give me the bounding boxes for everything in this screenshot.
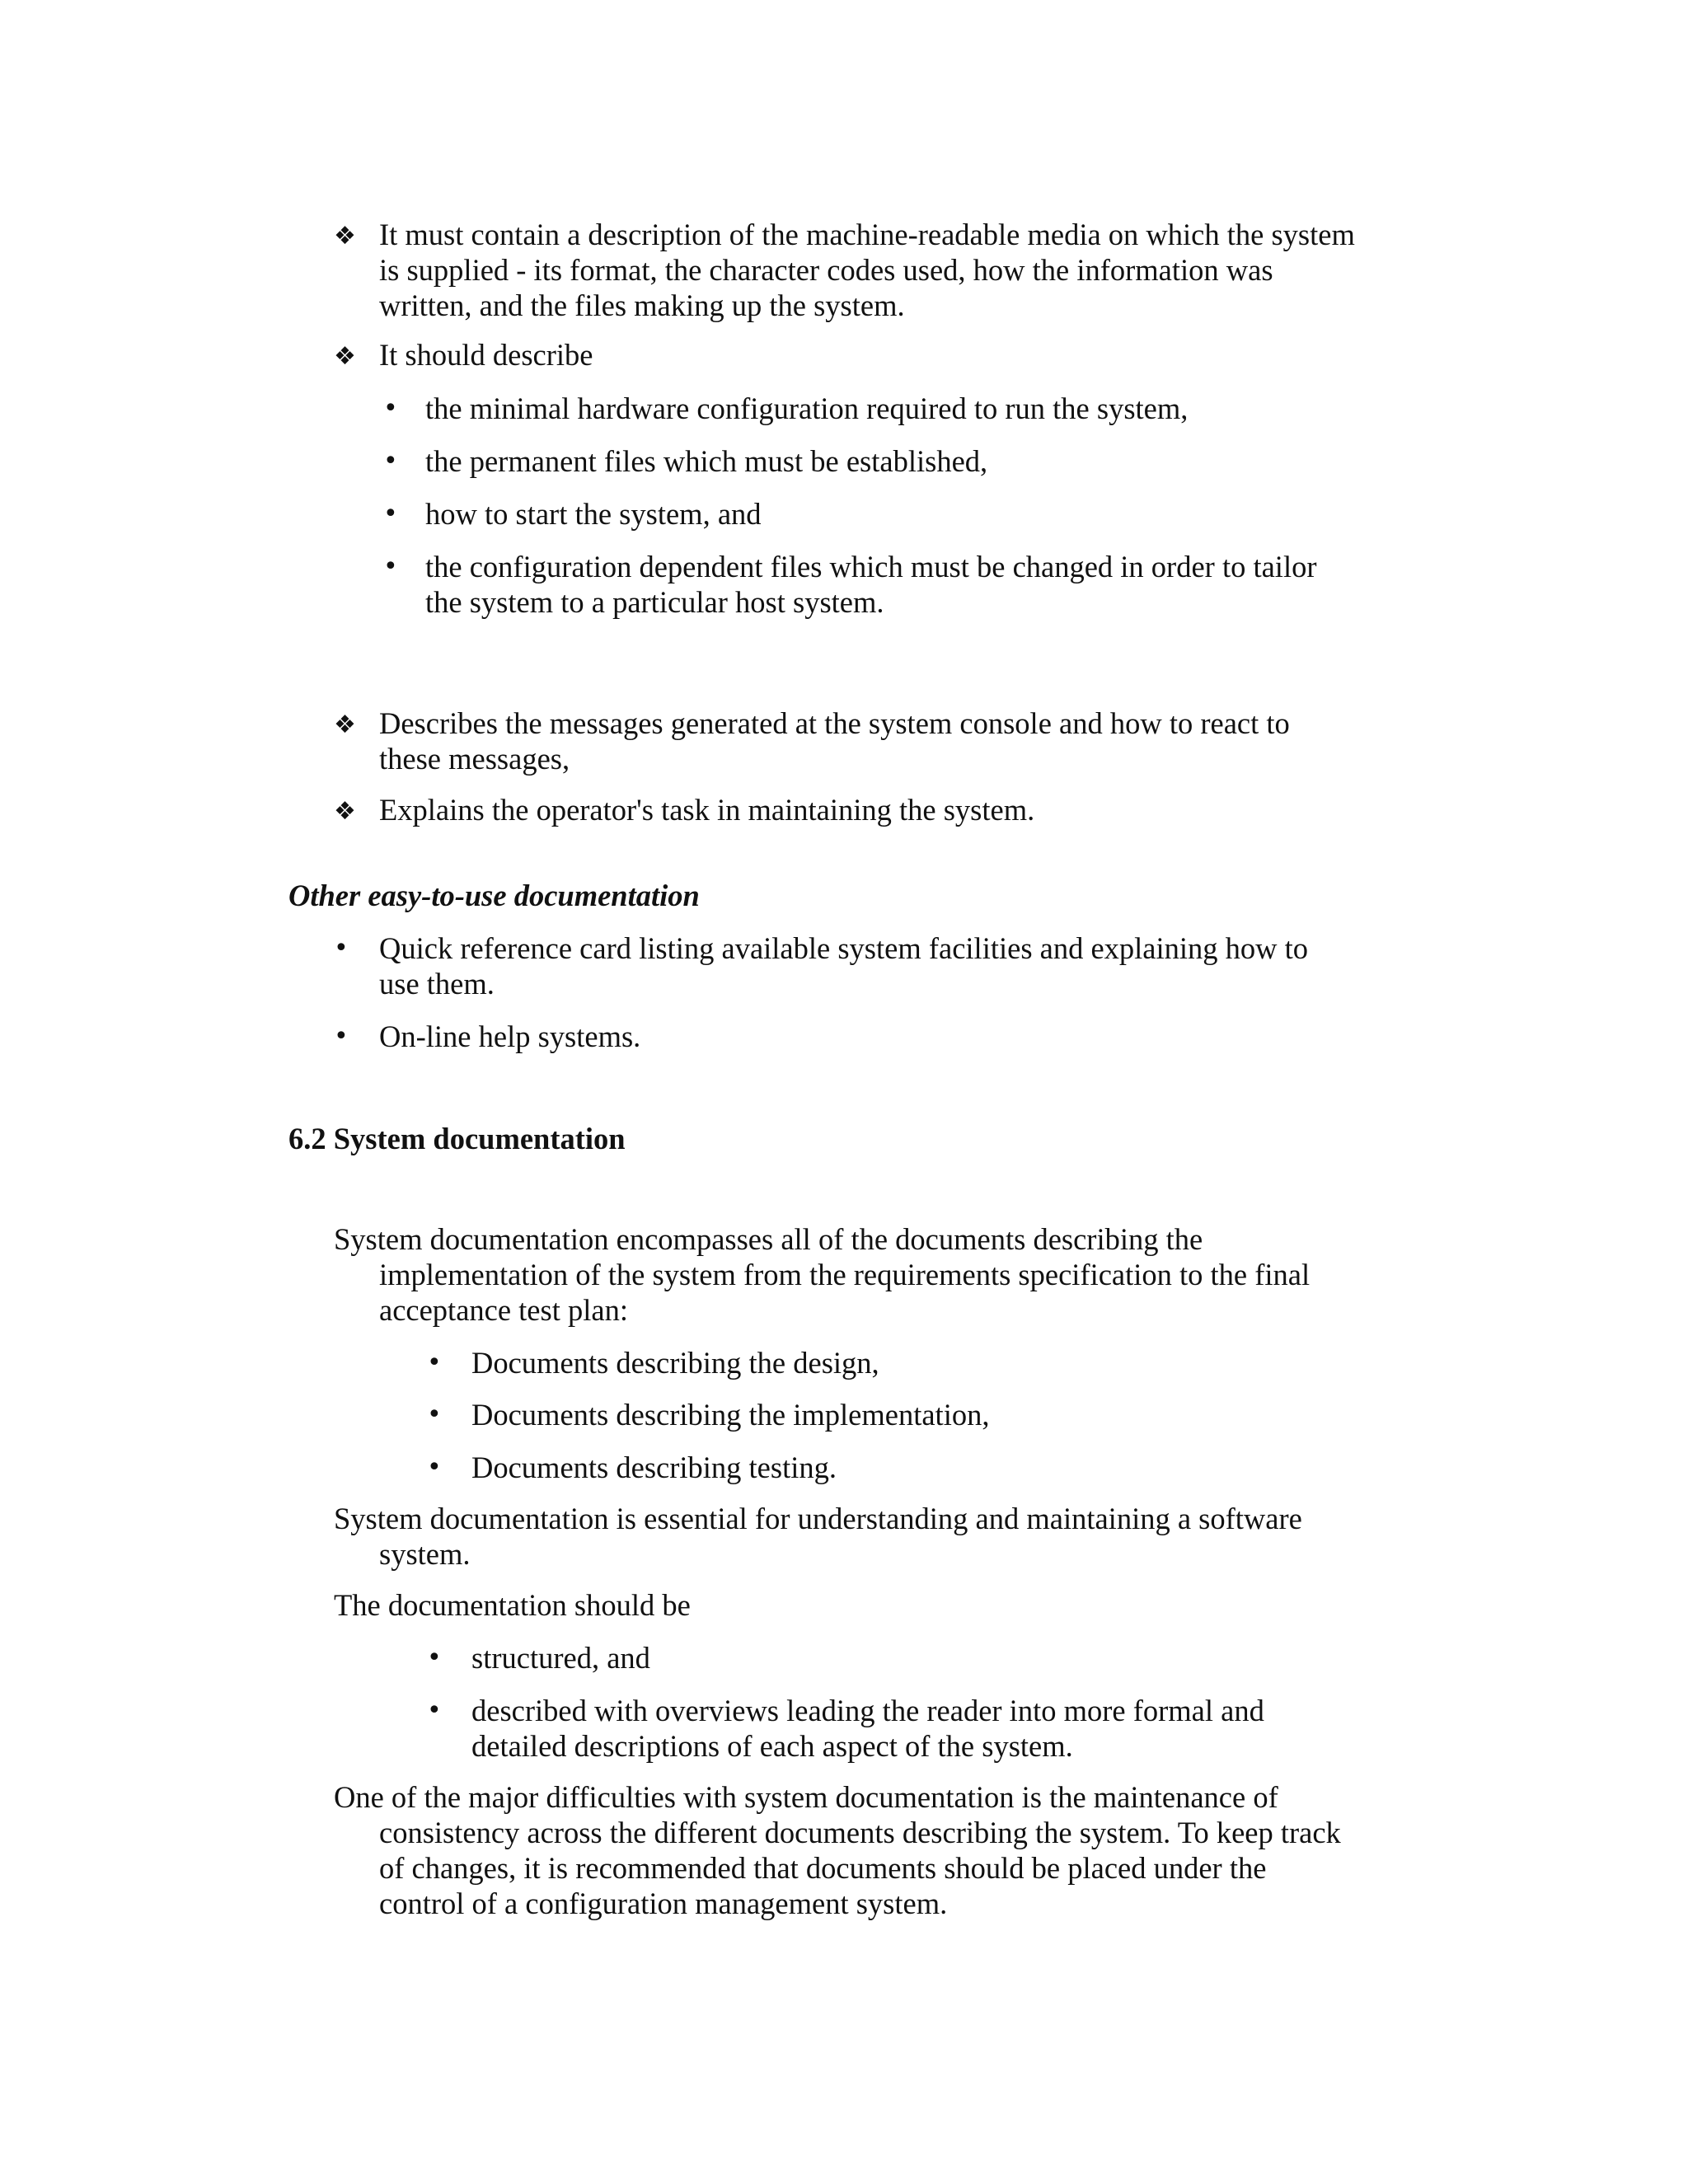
bullet-dot-icon: • [427, 1696, 442, 1725]
diamond-bullet-icon: ❖ [334, 222, 356, 251]
bullet-line: these messages, [379, 742, 570, 776]
bullet-line: Explains the operator's task in maintaining the system. [379, 793, 1035, 827]
list-item: the permanent files which must be established, [425, 444, 988, 478]
diamond-bullet-icon: ❖ [334, 797, 356, 826]
list-item: Documents describing the design, [471, 1346, 879, 1380]
list-item: the minimal hardware configuration required to run the system, [425, 391, 1189, 425]
paragraph-line: control of a configuration management system. [379, 1886, 948, 1920]
paragraph-line: consistency across the different documents describing the system. To keep track [379, 1816, 1341, 1849]
bullet-dot-icon: • [383, 552, 398, 581]
list-item: described with overviews leading the reader into more formal and [471, 1694, 1264, 1727]
paragraph-line: implementation of the system from the requirements specification to the final [379, 1258, 1311, 1291]
bullet-dot-icon: • [383, 447, 398, 476]
bullet-line: written, and the files making up the system. [379, 288, 905, 322]
bullet-dot-icon: • [334, 934, 349, 963]
section-heading: 6.2 System documentation [288, 1122, 626, 1155]
bullet-dot-icon: • [383, 394, 398, 423]
bullet-line: It must contain a description of the machine-readable media on which the system [379, 218, 1355, 251]
list-item: detailed descriptions of each aspect of the system. [471, 1729, 1073, 1763]
diamond-bullet-icon: ❖ [334, 710, 356, 739]
list-item: On-line help systems. [379, 1019, 641, 1053]
paragraph-line: acceptance test plan: [379, 1293, 628, 1327]
diamond-bullet-icon: ❖ [334, 342, 356, 371]
paragraph-line: system. [379, 1537, 471, 1571]
paragraph-line: One of the major difficulties with system documentation is the maintenance of [334, 1780, 1278, 1814]
bullet-dot-icon: • [427, 1453, 442, 1482]
list-item: Quick reference card listing available system facilities and explaining how to [379, 931, 1309, 965]
subsection-heading: Other easy-to-use documentation [288, 879, 700, 912]
list-item: Documents describing testing. [471, 1451, 837, 1484]
paragraph-line: System documentation encompasses all of the documents describing the [334, 1222, 1203, 1256]
list-item: the configuration dependent files which must be changed in order to tailor [425, 550, 1317, 583]
list-item: Documents describing the implementation, [471, 1398, 990, 1432]
paragraph-line: System documentation is essential for understanding and maintaining a software [334, 1502, 1302, 1535]
bullet-line: is supplied - its format, the character codes used, how the information was [379, 253, 1273, 287]
bullet-dot-icon: • [383, 499, 398, 528]
list-item: use them. [379, 967, 495, 1001]
bullet-dot-icon: • [427, 1348, 442, 1377]
bullet-line: Describes the messages generated at the system console and how to react to [379, 706, 1290, 740]
paragraph-line: The documentation should be [334, 1588, 691, 1622]
bullet-dot-icon: • [427, 1400, 442, 1429]
list-item: the system to a particular host system. [425, 585, 884, 619]
paragraph-line: of changes, it is recommended that documents should be placed under the [379, 1851, 1267, 1885]
bullet-dot-icon: • [334, 1022, 349, 1051]
list-item: structured, and [471, 1641, 650, 1675]
list-item: how to start the system, and [425, 497, 762, 531]
bullet-dot-icon: • [427, 1643, 442, 1672]
bullet-line: It should describe [379, 338, 593, 372]
